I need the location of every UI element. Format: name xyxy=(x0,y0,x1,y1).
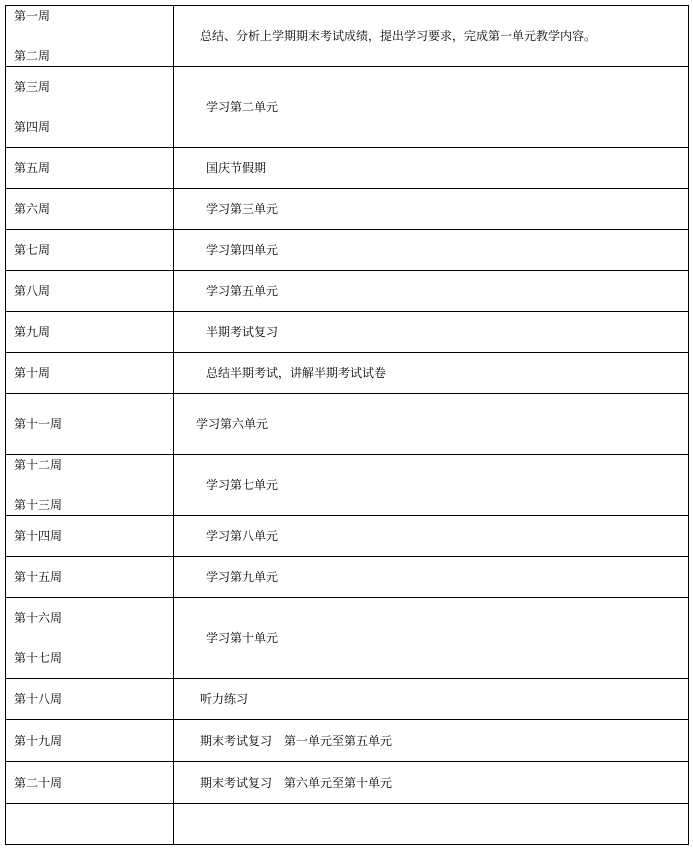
week-cell xyxy=(6,516,174,557)
table-row xyxy=(6,394,689,455)
content-text: 半期考试复习 xyxy=(206,325,279,339)
week-cell xyxy=(6,762,174,804)
week-label: 第二周 xyxy=(14,49,51,63)
content-cell xyxy=(174,720,689,762)
content-cell xyxy=(174,516,689,557)
week-label: 第一周 xyxy=(14,9,51,23)
content-text: 学习第四单元 xyxy=(206,243,279,257)
table-row xyxy=(6,353,689,394)
content-cell xyxy=(174,598,689,679)
week-cell xyxy=(6,455,174,516)
table-row xyxy=(6,720,689,762)
content-text: 期末考试复习 xyxy=(200,775,273,790)
content-text: 学习第九单元 xyxy=(206,570,279,584)
content-cell xyxy=(174,394,689,455)
week-cell xyxy=(6,67,174,148)
table-row xyxy=(6,230,689,271)
content-text: 学习第七单元 xyxy=(206,478,279,492)
content-text: 总结、分析上学期期末考试成绩，提出学习要求，完成第一单元教学内容。 xyxy=(200,29,597,43)
week-label: 第十五周 xyxy=(14,570,63,584)
content-cell xyxy=(174,271,689,312)
content-text: 国庆节假期 xyxy=(206,161,267,175)
week-label: 第三周 xyxy=(14,80,51,94)
content-cell xyxy=(174,6,689,67)
table-row xyxy=(6,516,689,557)
week-cell xyxy=(6,6,174,67)
week-cell xyxy=(6,557,174,598)
schedule-table xyxy=(5,5,689,845)
content-cell xyxy=(174,148,689,189)
week-cell xyxy=(6,720,174,762)
content-text: 学习第六单元 xyxy=(196,417,269,431)
table-row xyxy=(6,312,689,353)
week-label: 第五周 xyxy=(14,161,51,175)
content-cell xyxy=(174,312,689,353)
table-row xyxy=(6,679,689,720)
week-label: 第十二周 xyxy=(14,458,63,472)
week-label: 第七周 xyxy=(14,243,51,257)
table-row xyxy=(6,271,689,312)
content-text-extra: 第一单元至第五单元 xyxy=(284,733,393,748)
week-cell xyxy=(6,804,174,845)
week-cell xyxy=(6,230,174,271)
content-text: 总结半期考试，讲解半期考试试卷 xyxy=(206,366,387,380)
content-cell xyxy=(174,804,689,845)
week-cell xyxy=(6,353,174,394)
table-row xyxy=(6,6,689,67)
week-label: 第九周 xyxy=(14,325,51,339)
content-text-extra: 第六单元至第十单元 xyxy=(284,775,393,790)
week-label: 第十七周 xyxy=(14,651,63,665)
week-label: 第十六周 xyxy=(14,611,63,625)
content-text: 学习第三单元 xyxy=(206,202,279,216)
content-text: 学习第二单元 xyxy=(206,100,279,114)
table-row xyxy=(6,67,689,148)
content-text: 听力练习 xyxy=(200,692,249,706)
week-label: 第十四周 xyxy=(14,529,63,543)
content-cell xyxy=(174,230,689,271)
week-cell xyxy=(6,598,174,679)
content-cell xyxy=(174,67,689,148)
week-label: 第十周 xyxy=(14,366,51,380)
table-row xyxy=(6,189,689,230)
week-label: 第二十周 xyxy=(14,775,63,790)
content-text: 期末考试复习 xyxy=(200,733,273,748)
week-cell xyxy=(6,189,174,230)
content-cell xyxy=(174,353,689,394)
week-cell xyxy=(6,148,174,189)
week-label: 第十一周 xyxy=(14,417,63,431)
week-label: 第十九周 xyxy=(14,733,63,748)
week-cell xyxy=(6,679,174,720)
week-label: 第十八周 xyxy=(14,692,63,706)
content-text: 学习第五单元 xyxy=(206,284,279,298)
week-label: 第十三周 xyxy=(14,498,63,512)
table-row xyxy=(6,557,689,598)
content-cell xyxy=(174,455,689,516)
week-cell xyxy=(6,312,174,353)
content-cell xyxy=(174,679,689,720)
table-row xyxy=(6,598,689,679)
table-row xyxy=(6,148,689,189)
week-label: 第四周 xyxy=(14,120,51,134)
table-row-empty xyxy=(6,804,689,845)
content-cell xyxy=(174,762,689,804)
week-label: 第八周 xyxy=(14,284,51,298)
content-text: 学习第十单元 xyxy=(206,631,279,645)
content-cell xyxy=(174,189,689,230)
week-cell xyxy=(6,394,174,455)
week-label: 第六周 xyxy=(14,202,51,216)
table-row xyxy=(6,762,689,804)
content-cell xyxy=(174,557,689,598)
week-cell xyxy=(6,271,174,312)
table-row xyxy=(6,455,689,516)
content-text: 学习第八单元 xyxy=(206,529,279,543)
